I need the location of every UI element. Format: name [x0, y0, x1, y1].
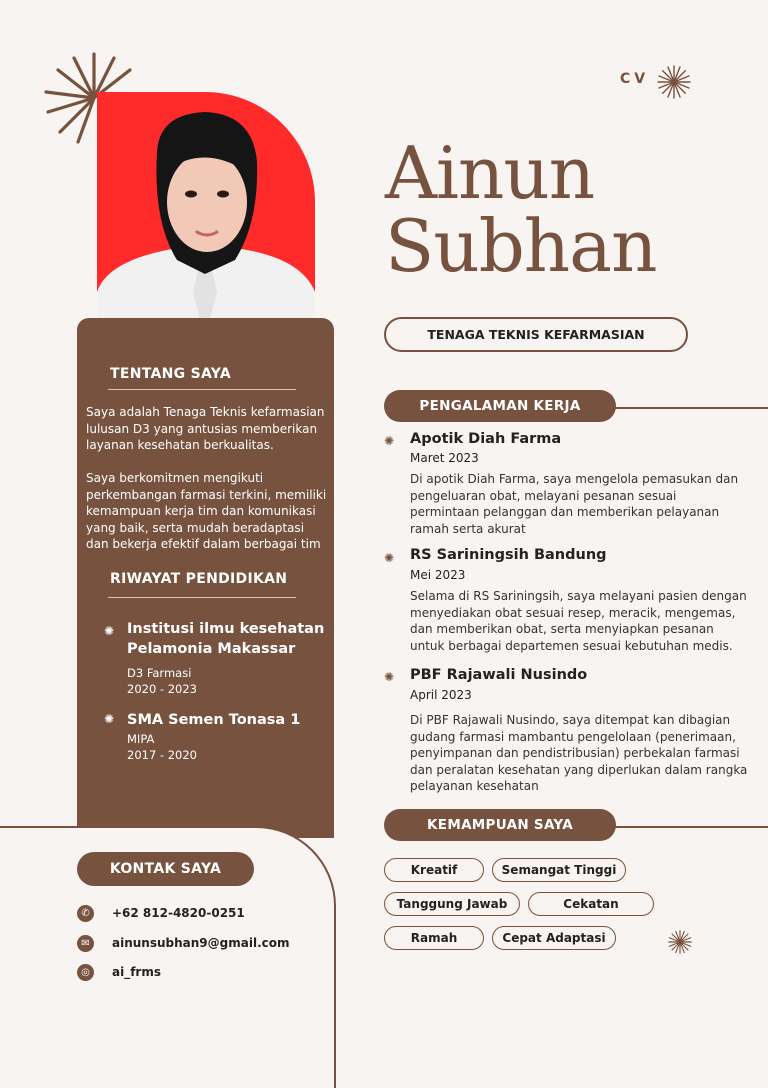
about-line: Saya adalah Tenaga Teknis kefarmasian [86, 405, 325, 419]
job-description [410, 471, 755, 537]
job-date: Mei 2023 [410, 568, 466, 582]
job-desc-line: penyimpanan dan pendistribusian) perbekalan farmasi [410, 746, 740, 760]
last-name: Subhan [385, 204, 657, 288]
job-date: Maret 2023 [410, 451, 479, 465]
first-name: Ainun [385, 131, 595, 215]
job-title: RS Sariningsih Bandung [410, 547, 607, 563]
skills-heading: KEMAMPUAN SAYA [384, 809, 616, 841]
instagram-icon: ◎ [77, 964, 94, 981]
job-description [410, 712, 755, 795]
cv-label: CV [620, 71, 650, 87]
education-details [127, 665, 197, 697]
education-years: 2020 - 2023 [127, 682, 197, 696]
portrait-illustration [97, 92, 315, 338]
bullet-star-icon: ✺ [384, 670, 395, 684]
education-divider [108, 597, 296, 598]
about-heading: TENTANG SAYA [110, 366, 232, 382]
about-line: Saya berkomitmen mengikuti [86, 471, 264, 485]
education-heading: RIWAYAT PENDIDIKAN [110, 571, 288, 587]
email-icon: ✉ [77, 935, 94, 952]
education-title-line: Pelamonia Makassar [127, 641, 296, 657]
education-program: D3 Farmasi [127, 666, 192, 680]
about-line: lulusan D3 yang antusias memberikan [86, 421, 318, 436]
job-desc-line: dan peralatan kesehatan yang diperlukan dalam rangka [410, 762, 748, 777]
education-title [127, 710, 327, 730]
job-desc-line: Di apotik Diah Farma, saya mengelola pemasukan dan [410, 472, 739, 486]
sunburst-small-icon [657, 65, 691, 99]
experience-heading: PENGALAMAN KERJA [384, 390, 616, 422]
profile-photo [97, 92, 315, 338]
contact-instagram-row[interactable] [77, 963, 161, 981]
job-desc-line: untuk berbagai departemen sesuai kebutuhan medis. [410, 638, 733, 653]
education-program: MIPA [127, 732, 155, 746]
job-desc-line: permintaan pelanggan dan memberikan pelayanan [410, 505, 720, 519]
about-divider [108, 389, 296, 390]
skill-badge: Ramah [384, 926, 484, 950]
phone-icon: ✆ [77, 905, 94, 922]
job-desc-line: gudang farmasi mambantu pengelolaan (penerimaan, [410, 729, 736, 744]
instagram-handle: ai_frms [112, 965, 161, 979]
skill-badge: Kreatif [384, 858, 484, 882]
skill-badge: Semangat Tinggi [492, 858, 626, 882]
about-line: layanan kesehatan berkualitas. [86, 438, 274, 452]
about-line: perkembangan farmasi terkini, memiliki [86, 487, 327, 502]
about-paragraph-2 [86, 470, 330, 553]
job-title: Apotik Diah Farma [410, 431, 562, 447]
about-line: kemampuan kerja tim dan komunikasi [86, 504, 316, 518]
bullet-star-icon: ✺ [384, 551, 395, 565]
contact-heading: KONTAK SAYA [77, 852, 254, 886]
education-title-line: Institusi ilmu kesehatan [127, 621, 325, 637]
job-title: PBF Rajawali Nusindo [410, 667, 588, 683]
phone-number: +62 812-4820-0251 [112, 906, 245, 920]
education-title [127, 619, 327, 659]
job-desc-line: dan memberikan obat, serta menyiapkan pesanan [410, 622, 714, 636]
job-desc-line: ramah serta akurat [410, 521, 526, 536]
job-desc-line: menyediakan obat sesuai resep, meracik, mengemas, [410, 605, 736, 620]
experience-line [612, 407, 768, 409]
skill-badge: Cekatan [528, 892, 654, 916]
bullet-star-icon: ✺ [104, 712, 115, 726]
contact-email-row[interactable] [77, 934, 290, 952]
job-desc-line: Selama di RS Sariningsih, saya melayani pasien dengan [410, 589, 747, 603]
education-years: 2017 - 2020 [127, 748, 197, 762]
bullet-star-icon: ✺ [104, 624, 115, 638]
contact-phone-row[interactable] [77, 904, 245, 922]
email-address: ainunsubhan9@gmail.com [112, 936, 290, 950]
job-date: April 2023 [410, 688, 472, 702]
about-line: dan bekerja efektif dalam berbagai tim [86, 537, 321, 551]
education-title-line: SMA Semen Tonasa 1 [127, 712, 301, 728]
bullet-star-icon: ✺ [384, 434, 395, 448]
job-description [410, 588, 755, 654]
education-details [127, 731, 197, 763]
about-line: yang baik, serta mudah beradaptasi [86, 520, 305, 535]
skill-badge: Tanggung Jawab [384, 892, 520, 916]
job-desc-line: pengeluaran obat, melayani pesanan sesuai [410, 488, 677, 503]
skills-line [612, 826, 768, 828]
job-desc-line: pelayanan kesehatan [410, 779, 539, 793]
sunburst-small-icon [668, 930, 692, 954]
role-title: TENAGA TEKNIS KEFARMASIAN [384, 317, 688, 352]
skill-badge: Cepat Adaptasi [492, 926, 616, 950]
about-paragraph-1 [86, 404, 330, 454]
job-desc-line: Di PBF Rajawali Nusindo, saya ditempat kan dibagian [410, 713, 731, 727]
